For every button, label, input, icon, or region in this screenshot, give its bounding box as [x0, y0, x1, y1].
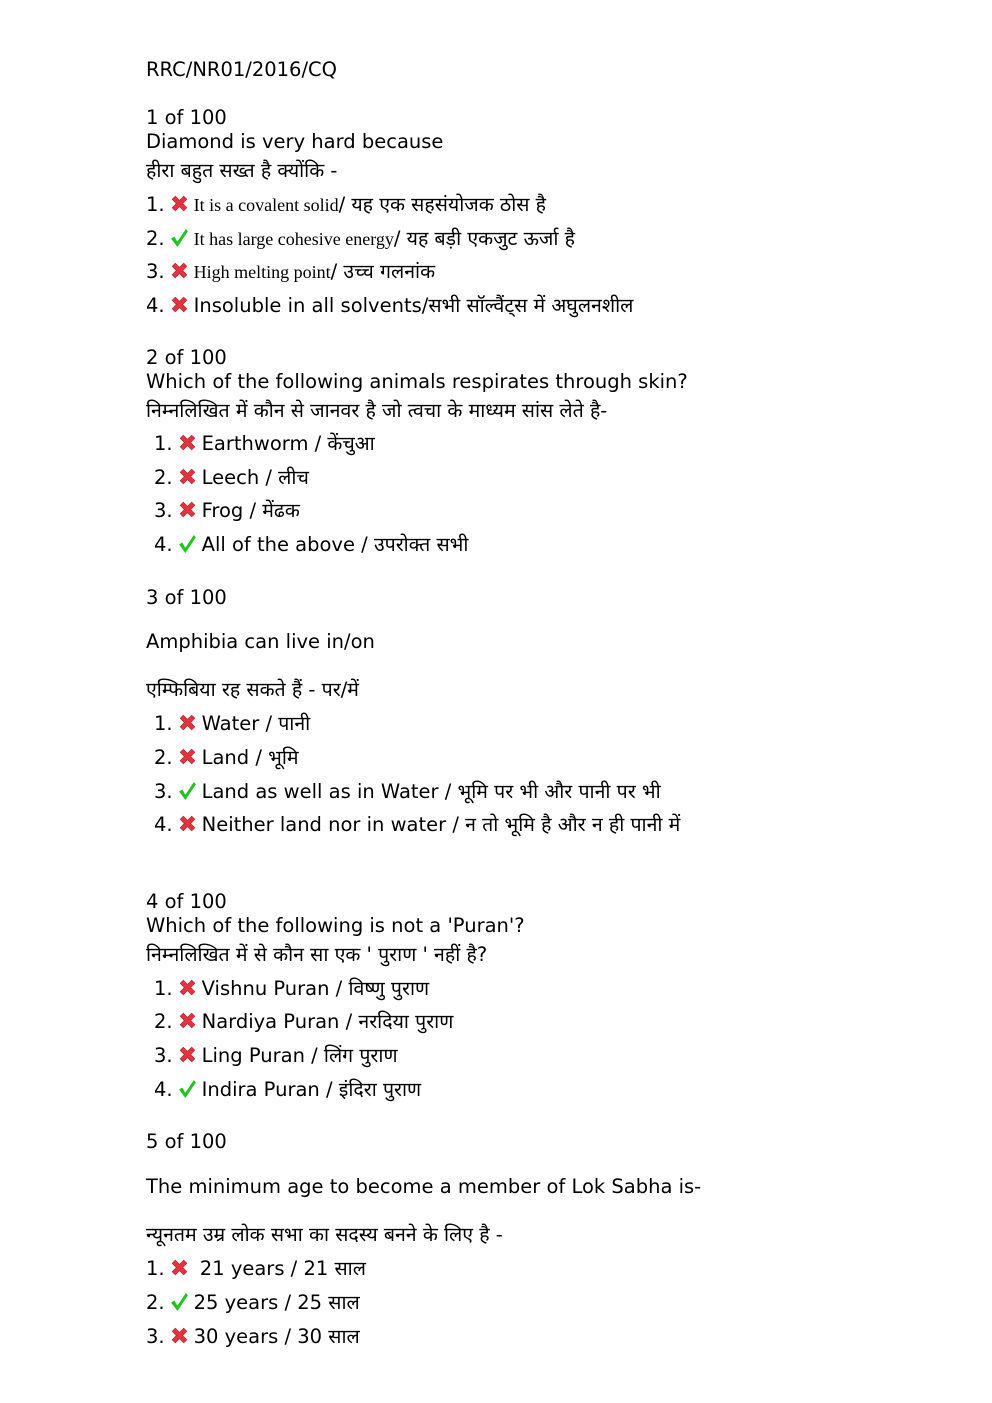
option-text: Frog / मेंढक [201, 499, 300, 522]
question-4-option-1 [154, 977, 429, 1001]
option-text: 25 years / 25 साल [193, 1291, 360, 1314]
question-4-option-4 [154, 1078, 421, 1102]
option-number: 1. [154, 432, 173, 455]
option-number: 4. [154, 1078, 173, 1101]
question-3-counter: 3 of 100 [146, 586, 227, 609]
wrong-cross-icon [177, 1010, 198, 1031]
wrong-cross-icon [177, 813, 198, 834]
wrong-cross-icon [169, 260, 190, 281]
question-2-text-en: Which of the following animals respirates through skin? [146, 370, 688, 393]
question-5-option-2 [146, 1291, 360, 1315]
option-text: Land / भूमि [201, 746, 299, 769]
question-4-option-2 [154, 1010, 453, 1034]
question-1-option-3 [146, 260, 435, 284]
question-3-option-2 [154, 746, 299, 770]
option-text: Nardiya Puran / नरदिया पुराण [201, 1010, 454, 1033]
question-3-option-1 [154, 712, 310, 736]
correct-check-icon [169, 227, 190, 248]
question-2-option-1 [154, 432, 375, 456]
option-text: Neither land nor in water / न तो भूमि है और न ही पानी में [201, 813, 681, 836]
option-text: 21 years / 21 साल [193, 1257, 366, 1280]
question-1-text-en: Diamond is very hard because [146, 130, 444, 153]
question-3-option-4 [154, 813, 680, 837]
wrong-cross-icon [177, 466, 198, 487]
option-text: Earthworm / केंचुआ [201, 432, 375, 455]
option-text: Land as well as in Water / भूमि पर भी और पानी पर भी [201, 780, 661, 803]
wrong-cross-icon [169, 193, 190, 214]
option-text: All of the above / उपरोक्त सभी [201, 533, 469, 556]
correct-check-icon [177, 533, 198, 554]
wrong-cross-icon [177, 432, 198, 453]
question-3-text-hi: एम्फिबिया रह सकते हैं - पर/में [146, 678, 359, 701]
option-text-hi: / उच्च गलनांक [330, 260, 436, 283]
correct-check-icon [177, 1078, 198, 1099]
question-1-text-hi: हीरा बहुत सख्त है क्योंकि - [146, 159, 338, 182]
question-5-option-3 [146, 1325, 360, 1349]
option-number: 2. [146, 1291, 165, 1314]
question-5-text-en: The minimum age to become a member of Lok Sabha is- [146, 1175, 702, 1198]
option-text: Water / पानी [201, 712, 311, 735]
wrong-cross-icon [169, 294, 190, 315]
wrong-cross-icon [177, 977, 198, 998]
question-2-option-3 [154, 499, 300, 523]
option-number: 3. [146, 260, 165, 283]
question-4-text-hi: निम्नलिखित में से कौन सा एक ' पुराण ' नहीं है? [146, 943, 488, 966]
option-number: 3. [146, 1325, 165, 1348]
question-4-text-en: Which of the following is not a 'Puran'? [146, 914, 525, 937]
option-text-en: It has large cohesive energy [193, 229, 394, 249]
wrong-cross-icon [177, 1044, 198, 1065]
option-text: 30 years / 30 साल [193, 1325, 360, 1348]
question-1-option-4 [146, 294, 633, 318]
option-number: 2. [146, 227, 165, 250]
wrong-cross-icon [169, 1257, 190, 1278]
question-4-option-3 [154, 1044, 398, 1068]
document-code: RRC/NR01/2016/CQ [146, 58, 337, 81]
option-number: 2. [154, 746, 173, 769]
option-number: 1. [146, 1257, 165, 1280]
option-text: Vishnu Puran / विष्णु पुराण [201, 977, 430, 1000]
option-number: 2. [154, 466, 173, 489]
wrong-cross-icon [177, 712, 198, 733]
option-number: 4. [146, 294, 165, 317]
option-number: 3. [154, 1044, 173, 1067]
question-2-option-4 [154, 533, 468, 557]
option-number: 1. [146, 193, 165, 216]
correct-check-icon [177, 780, 198, 801]
question-1-option-1 [146, 193, 546, 217]
option-text-en: High melting point [193, 262, 331, 282]
option-number: 2. [154, 1010, 173, 1033]
option-text: Leech / लीच [201, 466, 309, 489]
option-number: 1. [154, 977, 173, 1000]
wrong-cross-icon [177, 746, 198, 767]
question-1-option-2 [146, 227, 575, 251]
option-text: Insoluble in all solvents/सभी सॉल्वैंट्स में अघुलनशील [193, 294, 634, 317]
option-text-hi: / यह बड़ी एकजुट ऊर्जा है [393, 227, 575, 250]
wrong-cross-icon [169, 1325, 190, 1346]
option-number: 1. [154, 712, 173, 735]
option-number: 4. [154, 813, 173, 836]
question-2-text-hi: निम्नलिखित में कौन से जानवर है जो त्वचा के माध्यम सांस लेते है- [146, 399, 608, 422]
option-number: 3. [154, 780, 173, 803]
question-4-counter: 4 of 100 [146, 890, 227, 913]
question-2-counter: 2 of 100 [146, 346, 227, 369]
question-3-text-en: Amphibia can live in/on [146, 630, 375, 653]
option-text-en: It is a covalent solid [193, 195, 339, 215]
question-3-option-3 [154, 780, 661, 804]
question-5-counter: 5 of 100 [146, 1130, 227, 1153]
question-2-option-2 [154, 466, 309, 490]
option-text: Ling Puran / लिंग पुराण [201, 1044, 398, 1067]
wrong-cross-icon [177, 499, 198, 520]
correct-check-icon [169, 1291, 190, 1312]
option-number: 3. [154, 499, 173, 522]
option-text-hi: / यह एक सहसंयोजक ठोस है [338, 193, 547, 216]
option-number: 4. [154, 533, 173, 556]
question-1-counter: 1 of 100 [146, 106, 227, 129]
question-5-option-1 [146, 1257, 366, 1281]
question-5-text-hi: न्यूनतम उम्र लोक सभा का सदस्य बनने के लिए है - [146, 1223, 503, 1246]
option-text: Indira Puran / इंदिरा पुराण [201, 1078, 422, 1101]
